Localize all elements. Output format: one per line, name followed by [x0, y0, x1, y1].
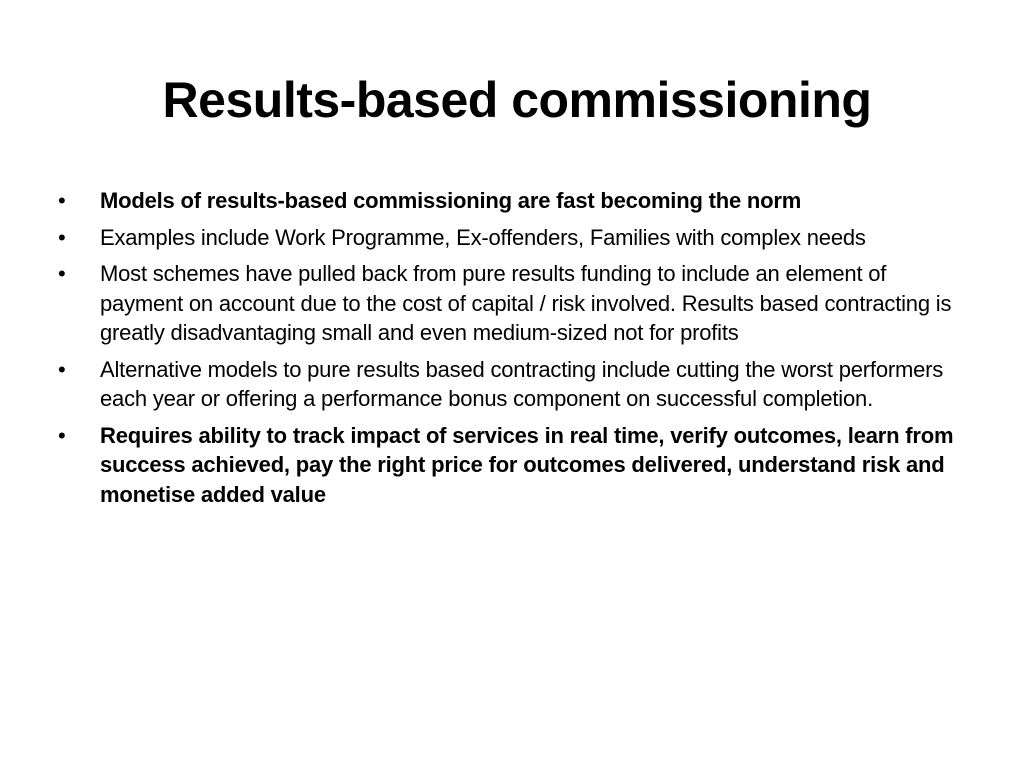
- bullet-item-3: [58, 259, 958, 348]
- bullet-item-5: [58, 421, 958, 510]
- bullet-icon: •: [58, 224, 66, 250]
- bullet-text: Requires ability to track impact of services in real time, verify outcomes, learn from success achieved, pay the right price for outcomes delivered, understand risk and monetise added value: [100, 422, 954, 507]
- bullet-text: Alternative models to pure results based contracting include cutting the worst performers each year or offering a performance bonus component on successful completion.: [100, 356, 944, 411]
- bullet-list: [58, 186, 958, 516]
- bullet-item-1: [58, 186, 958, 216]
- bullet-text: Most schemes have pulled back from pure results funding to include an element of payment on account due to the cost of capital / risk involved. Results based contracting is greatly disadvantaging small and even medium-sized not for profits: [100, 261, 952, 345]
- bullet-text: Examples include Work Programme, Ex-offenders, Families with complex needs: [100, 224, 866, 250]
- bullet-icon: •: [58, 261, 66, 286]
- bullet-icon: •: [58, 356, 66, 382]
- bullet-text: Models of results-based commissioning are fast becoming the norm: [100, 188, 802, 213]
- slide-title: Results-based commissioning: [162, 72, 872, 128]
- bullet-icon: •: [58, 188, 66, 213]
- bullet-icon: •: [58, 422, 66, 448]
- bullet-item-2: [58, 223, 958, 253]
- bullet-item-4: [58, 355, 958, 414]
